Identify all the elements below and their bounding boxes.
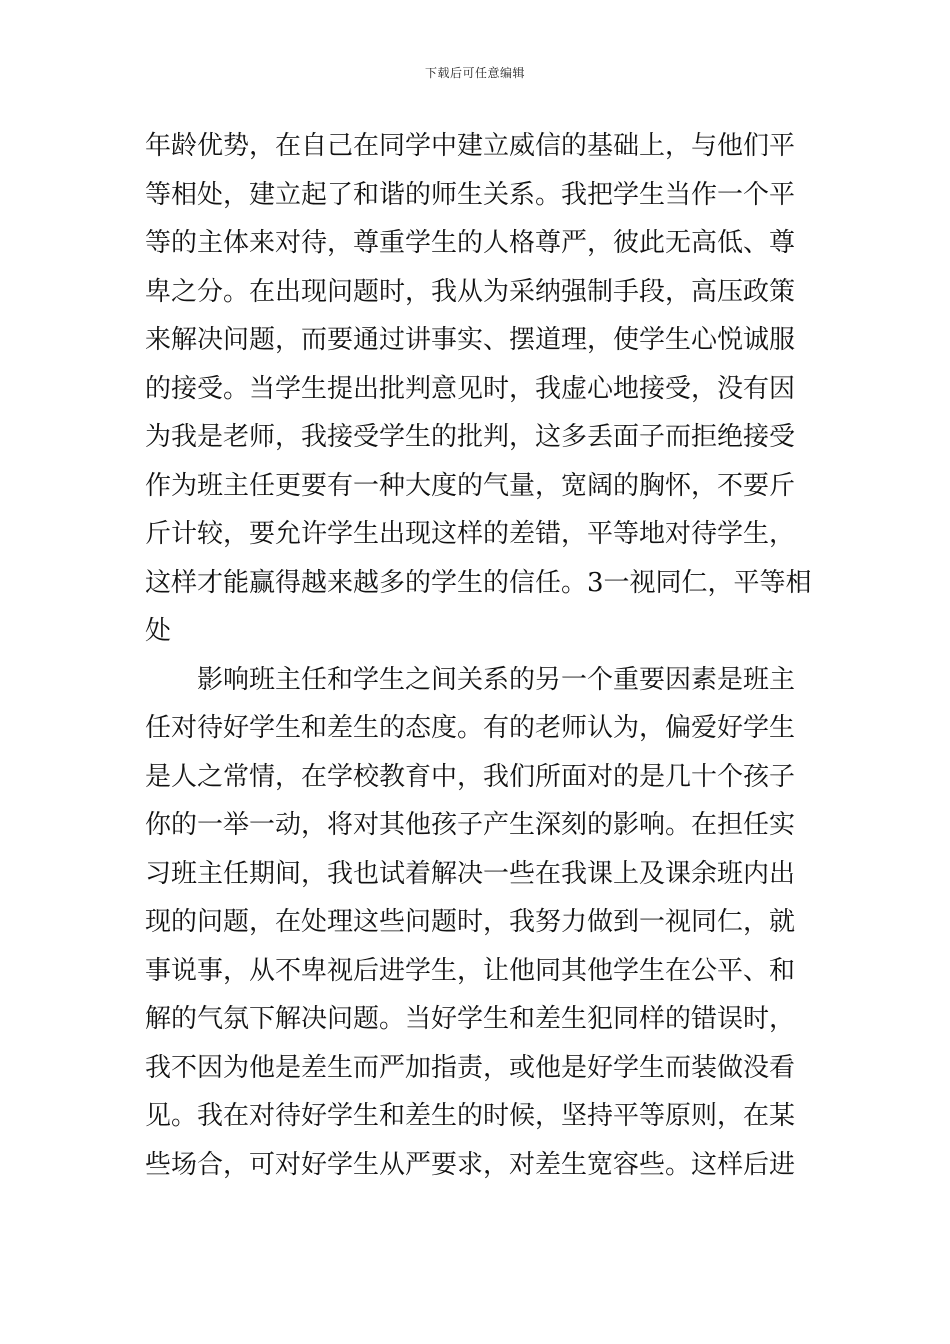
text-line: 现的问题，在处理这些问题时，我努力做到一视同仁，就 bbox=[145, 907, 796, 937]
paragraph-2 bbox=[145, 656, 810, 1190]
text-line-indented: 影响班主任和学生之间关系的另一个重要因素是班主 bbox=[197, 664, 796, 695]
page-header: 下载后可任意编辑 bbox=[424, 66, 525, 80]
text-line: 习班主任期间，我也试着解决一些在我课上及课余班内出 bbox=[145, 858, 796, 889]
text-line: 斤计较，要允许学生出现这样的差错，平等地对待学生， bbox=[145, 519, 796, 549]
text-line: 作为班主任更要有一种大度的气量，宽阔的胸怀，不要斤 bbox=[145, 470, 796, 501]
document-body bbox=[145, 122, 810, 1189]
paragraph-1 bbox=[145, 122, 810, 656]
text-line: 解的气氛下解决问题。当好学生和差生犯同样的错误时， bbox=[145, 1004, 796, 1034]
text-line: 年龄优势，在自己在同学中建立威信的基础上，与他们平 bbox=[145, 131, 796, 161]
text-line: 是人之常情，在学校教育中，我们所面对的是几十个孩子 bbox=[145, 761, 796, 792]
text-line: 为我是老师，我接受学生的批判，这多丢面子而拒绝接受 bbox=[145, 422, 796, 452]
text-line: 事说事，从不卑视后进学生，让他同其他学生在公平、和 bbox=[145, 955, 796, 986]
text-line: 见。我在对待好学生和差生的时候，坚持平等原则，在某 bbox=[145, 1101, 796, 1131]
text-line: 我不因为他是差生而严加指责，或他是好学生而装做没看 bbox=[145, 1052, 796, 1083]
text-line: 处 bbox=[145, 616, 172, 646]
text-line: 等的主体来对待，尊重学生的人格尊严，彼此无高低、尊 bbox=[145, 228, 796, 258]
text-line: 这样才能赢得越来越多的学生的信任。3一视同仁，平等相 bbox=[145, 567, 812, 598]
text-line: 些场合，可对好学生从严要求，对差生宽容些。这样后进 bbox=[145, 1149, 796, 1180]
text-line: 来解决问题，而要通过讲事实、摆道理，使学生心悦诚服 bbox=[145, 325, 796, 355]
text-line: 任对待好学生和差生的态度。有的老师认为，偏爱好学生 bbox=[145, 713, 796, 743]
text-line: 卑之分。在出现问题时，我从为采纳强制手段，高压政策 bbox=[145, 276, 796, 307]
text-line: 的接受。当学生提出批判意见时，我虚心地接受，没有因 bbox=[145, 373, 796, 404]
text-line: 等相处，建立起了和谐的师生关系。我把学生当作一个平 bbox=[145, 179, 796, 210]
text-line: 你的一举一动，将对其他孩子产生深刻的影响。在担任实 bbox=[145, 810, 796, 840]
